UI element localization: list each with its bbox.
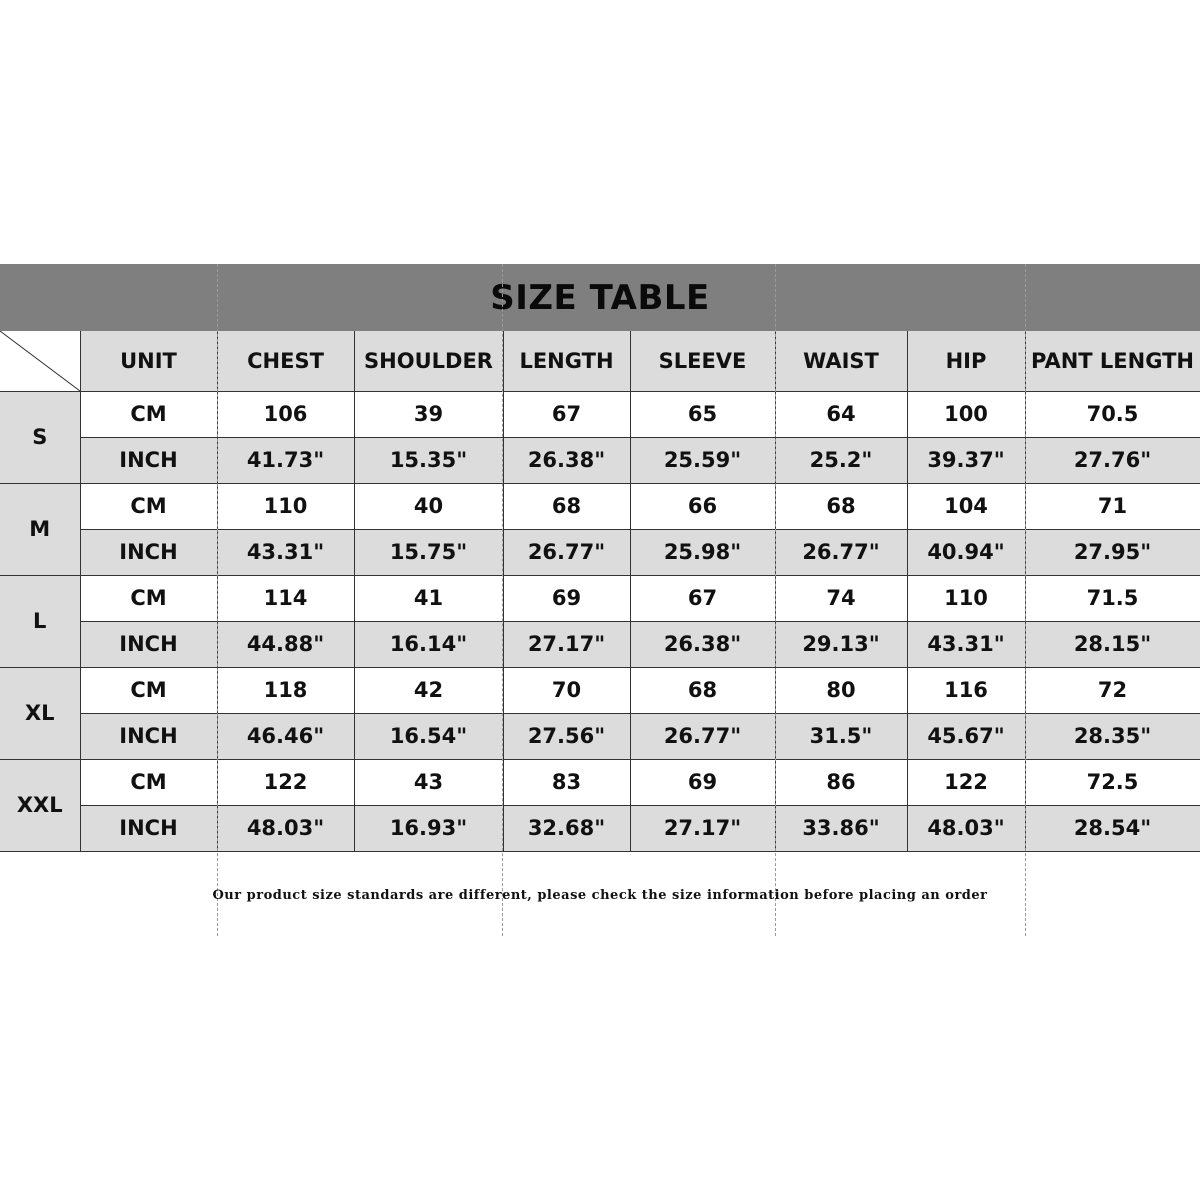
table-cell: 74 — [775, 575, 907, 621]
table-cell: 43 — [354, 759, 503, 805]
diagonal-divider-icon — [0, 331, 80, 391]
guide-line — [775, 264, 776, 936]
table-cell: 16.54" — [354, 713, 503, 759]
table-cell: 27.76" — [1025, 437, 1200, 483]
table-cell: 100 — [907, 391, 1025, 437]
header-hip: HIP — [907, 331, 1025, 391]
table-row — [0, 667, 1200, 713]
header-sleeve: SLEEVE — [630, 331, 775, 391]
table-cell: 46.46" — [217, 713, 354, 759]
table-cell: 40 — [354, 483, 503, 529]
size-note: Our product size standards are different, please check the size information before placing an order — [212, 888, 988, 903]
table-cell: 69 — [503, 575, 630, 621]
unit-cell: CM — [80, 575, 217, 621]
guide-line — [1025, 264, 1026, 936]
table-cell: 72.5 — [1025, 759, 1200, 805]
table-cell: 118 — [217, 667, 354, 713]
table-cell: 15.75" — [354, 529, 503, 575]
header-row — [0, 331, 1200, 391]
table-cell: 114 — [217, 575, 354, 621]
size-table — [0, 331, 1200, 852]
table-cell: 16.14" — [354, 621, 503, 667]
size-label: S — [0, 391, 80, 483]
table-cell: 67 — [503, 391, 630, 437]
table-cell: 31.5" — [775, 713, 907, 759]
table-cell: 28.35" — [1025, 713, 1200, 759]
unit-cell: CM — [80, 391, 217, 437]
table-row — [0, 483, 1200, 529]
table-row — [0, 391, 1200, 437]
table-row — [0, 575, 1200, 621]
table-cell: 25.98" — [630, 529, 775, 575]
table-cell: 43.31" — [907, 621, 1025, 667]
table-row — [0, 759, 1200, 805]
table-row — [0, 713, 1200, 759]
table-cell: 41.73" — [217, 437, 354, 483]
table-cell: 70.5 — [1025, 391, 1200, 437]
table-cell: 110 — [217, 483, 354, 529]
table-cell: 104 — [907, 483, 1025, 529]
table-cell: 39.37" — [907, 437, 1025, 483]
table-cell: 65 — [630, 391, 775, 437]
table-cell: 122 — [217, 759, 354, 805]
table-cell: 27.17" — [503, 621, 630, 667]
header-chest: CHEST — [217, 331, 354, 391]
table-cell: 29.13" — [775, 621, 907, 667]
unit-cell: INCH — [80, 805, 217, 851]
header-length: LENGTH — [503, 331, 630, 391]
header-pant-length: PANT LENGTH — [1025, 331, 1200, 391]
table-cell: 116 — [907, 667, 1025, 713]
table-cell: 26.38" — [630, 621, 775, 667]
page-title: SIZE TABLE — [490, 277, 710, 318]
table-row — [0, 437, 1200, 483]
table-cell: 28.15" — [1025, 621, 1200, 667]
header-waist: WAIST — [775, 331, 907, 391]
size-label: L — [0, 575, 80, 667]
table-cell: 45.67" — [907, 713, 1025, 759]
table-cell: 40.94" — [907, 529, 1025, 575]
table-cell: 67 — [630, 575, 775, 621]
table-cell: 83 — [503, 759, 630, 805]
size-label: XL — [0, 667, 80, 759]
table-cell: 33.86" — [775, 805, 907, 851]
table-cell: 25.59" — [630, 437, 775, 483]
table-cell: 41 — [354, 575, 503, 621]
table-cell: 27.17" — [630, 805, 775, 851]
table-cell: 26.77" — [630, 713, 775, 759]
title-bar — [0, 264, 1200, 331]
table-cell: 28.54" — [1025, 805, 1200, 851]
table-row — [0, 529, 1200, 575]
table-cell: 44.88" — [217, 621, 354, 667]
table-cell: 27.95" — [1025, 529, 1200, 575]
table-cell: 26.77" — [775, 529, 907, 575]
table-cell: 71 — [1025, 483, 1200, 529]
table-cell: 68 — [630, 667, 775, 713]
table-cell: 48.03" — [217, 805, 354, 851]
table-cell: 70 — [503, 667, 630, 713]
table-cell: 110 — [907, 575, 1025, 621]
unit-cell: CM — [80, 667, 217, 713]
unit-cell: CM — [80, 483, 217, 529]
table-cell: 68 — [503, 483, 630, 529]
table-cell: 48.03" — [907, 805, 1025, 851]
guide-line — [502, 264, 503, 936]
table-cell: 43.31" — [217, 529, 354, 575]
table-cell: 66 — [630, 483, 775, 529]
table-cell: 26.38" — [503, 437, 630, 483]
table-cell: 86 — [775, 759, 907, 805]
table-cell: 27.56" — [503, 713, 630, 759]
table-cell: 26.77" — [503, 529, 630, 575]
table-cell: 39 — [354, 391, 503, 437]
unit-cell: CM — [80, 759, 217, 805]
table-cell: 25.2" — [775, 437, 907, 483]
table-cell: 16.93" — [354, 805, 503, 851]
table-cell: 122 — [907, 759, 1025, 805]
table-cell: 68 — [775, 483, 907, 529]
header-shoulder: SHOULDER — [354, 331, 503, 391]
unit-cell: INCH — [80, 621, 217, 667]
unit-cell: INCH — [80, 437, 217, 483]
size-label: XXL — [0, 759, 80, 851]
table-row — [0, 805, 1200, 851]
table-cell: 15.35" — [354, 437, 503, 483]
header-unit: UNIT — [80, 331, 217, 391]
table-row — [0, 621, 1200, 667]
table-cell: 69 — [630, 759, 775, 805]
table-cell: 72 — [1025, 667, 1200, 713]
unit-cell: INCH — [80, 713, 217, 759]
size-label: M — [0, 483, 80, 575]
table-cell: 42 — [354, 667, 503, 713]
unit-cell: INCH — [80, 529, 217, 575]
corner-cell — [0, 331, 80, 391]
guide-line — [217, 264, 218, 936]
table-cell: 32.68" — [503, 805, 630, 851]
table-cell: 64 — [775, 391, 907, 437]
table-cell: 106 — [217, 391, 354, 437]
table-cell: 71.5 — [1025, 575, 1200, 621]
table-cell: 80 — [775, 667, 907, 713]
